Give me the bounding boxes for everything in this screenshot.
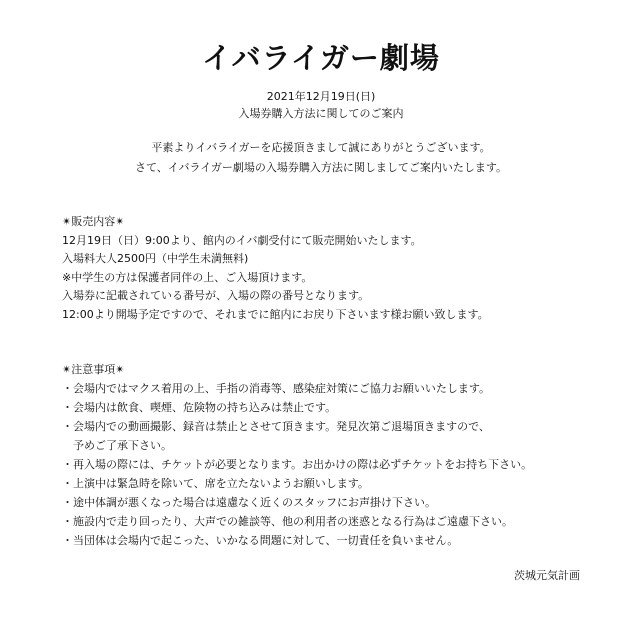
- sales-section: [62, 213, 602, 325]
- notes-line: ・施設内で走り回ったり、大声での雑談等、他の利用者の迷惑となる行為はご遠慮下さい。: [62, 515, 513, 528]
- notes-line: ・会場内は飲食、喫煙、危険物の持ち込みは禁止です。: [62, 401, 337, 414]
- sales-line: 入場券に記載されている番号が、入場の際の番号となります。: [62, 289, 370, 303]
- greeting-line: 平素よりイバライガーを応援頂きまして誠にありがとうございます。: [151, 141, 491, 154]
- sales-line: 入場料大人2500円（中学生未満無料): [62, 252, 249, 266]
- notes-line-continued: 予めご了承下さい。: [73, 439, 172, 452]
- organization-name: 茨城元気計画: [514, 569, 580, 582]
- greeting-line: さて、イバライガー劇場の入場券購入方法に関しましてご案内いたします。: [134, 161, 508, 174]
- sales-heading: ✴︎販売内容✴︎: [62, 215, 125, 228]
- notes-heading: ✴︎注意事項✴︎: [62, 363, 125, 376]
- event-date: 2021年12月19日(日): [266, 90, 376, 103]
- notes-line: ・会場内での動画撮影、録音は禁止とさせて頂きます。発見次第ご退場頂きますので、: [62, 420, 490, 433]
- notes-line: ・再入場の際には、チケットが必要となります。お出かけの際は必ずチケットをお持ち下さい。: [62, 458, 533, 471]
- notes-line: ・当団体は会場内で起こった、いかなる問題に対して、一切責任を負いません。: [62, 534, 459, 547]
- sales-line: ※中学生の方は保護者同伴の上、ご入場頂けます。: [62, 270, 313, 284]
- sales-line: 12月19日（日）9:00より、館内のイバ劇受付にて販売開始いたします。: [62, 233, 422, 247]
- page-title: イバライガー劇場: [202, 41, 440, 75]
- notes-line: ・会場内ではマクス着用の上、手指の消毒等、感染症対策にご協力お願いいたします。: [62, 382, 491, 395]
- page-subtitle: 入場券購入方法に関してのご案内: [238, 107, 404, 120]
- notes-line: ・上演中は緊急時を除いて、席を立たないようお願いします。: [62, 477, 369, 490]
- notes-line: ・途中体調が悪くなった場合は遠慮なく近くのスタッフにお声掛け下さい。: [62, 496, 436, 509]
- notes-section: [62, 360, 602, 550]
- sales-line: 12:00より開場予定ですので、それまでに館内にお戻り下さいます様お願い致します。: [62, 307, 489, 321]
